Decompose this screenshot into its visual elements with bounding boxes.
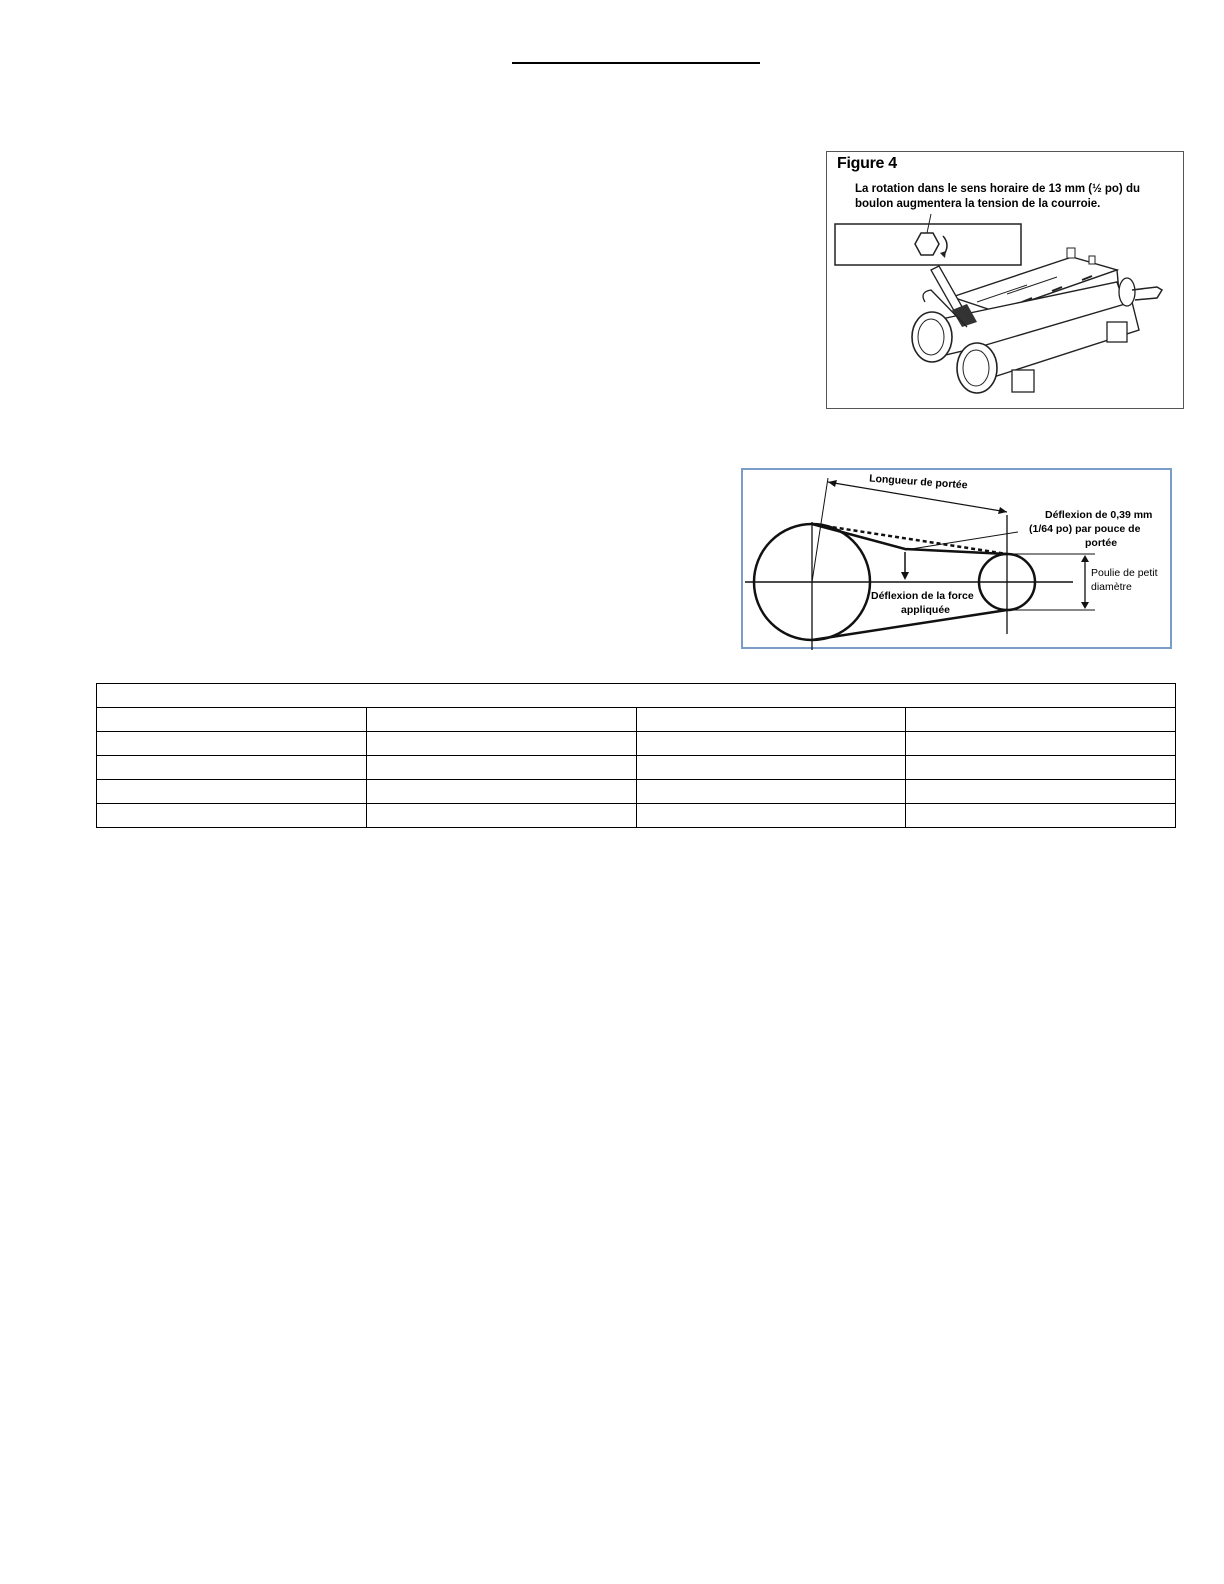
small-pulley-label-line2: diamètre: [1091, 581, 1132, 593]
table-cell: [636, 804, 906, 828]
table-row: [97, 708, 1176, 732]
table-cell: [636, 756, 906, 780]
table-cell: [97, 780, 367, 804]
force-label-line2: appliquée: [901, 604, 951, 616]
table-cell: [636, 732, 906, 756]
table-header-cell: [97, 684, 1176, 708]
table-cell: [906, 732, 1176, 756]
table-cell: [97, 732, 367, 756]
deflection-label-line1: Déflexion de 0,39 mm: [1045, 509, 1153, 521]
deflection-label-line2: (1/64 po) par pouce de: [1029, 523, 1141, 535]
figure-4-belt-tension-bolt: [826, 151, 1184, 409]
table-cell: [366, 756, 636, 780]
table-header-row: [97, 684, 1176, 708]
table-cell: [366, 804, 636, 828]
table-row: [97, 756, 1176, 780]
table-cell: [906, 780, 1176, 804]
table-cell: [366, 780, 636, 804]
table-row: [97, 732, 1176, 756]
figure-caption: La rotation dans le sens horaire de 13 mm (½ po) du boulon augmentera la tension de la courroie.: [855, 183, 1141, 210]
table-cell: [97, 804, 367, 828]
table-cell: [97, 756, 367, 780]
force-label-line1: Déflexion de la force: [871, 590, 974, 602]
table-row: [97, 780, 1176, 804]
small-pulley-label-line1: Poulie de petit: [1091, 567, 1158, 579]
table-cell: [366, 708, 636, 732]
belt-deflection-diagram: [741, 468, 1172, 649]
deflection-label-line3: portée: [1085, 537, 1118, 549]
table-cell: [636, 708, 906, 732]
table-cell: [636, 780, 906, 804]
table-cell: [906, 756, 1176, 780]
table-cell: [97, 708, 367, 732]
table-cell: [906, 708, 1176, 732]
hex-bolt-icon: [915, 233, 939, 255]
pulley-belt-illustration: [743, 470, 1174, 651]
belt-tension-table: [96, 683, 1176, 828]
table-row: [97, 804, 1176, 828]
span-length-label: Longueur de portée: [868, 472, 968, 492]
figure-title: Figure 4: [837, 155, 897, 172]
table-cell: [906, 804, 1176, 828]
title-underline: [512, 62, 760, 64]
table-cell: [366, 732, 636, 756]
